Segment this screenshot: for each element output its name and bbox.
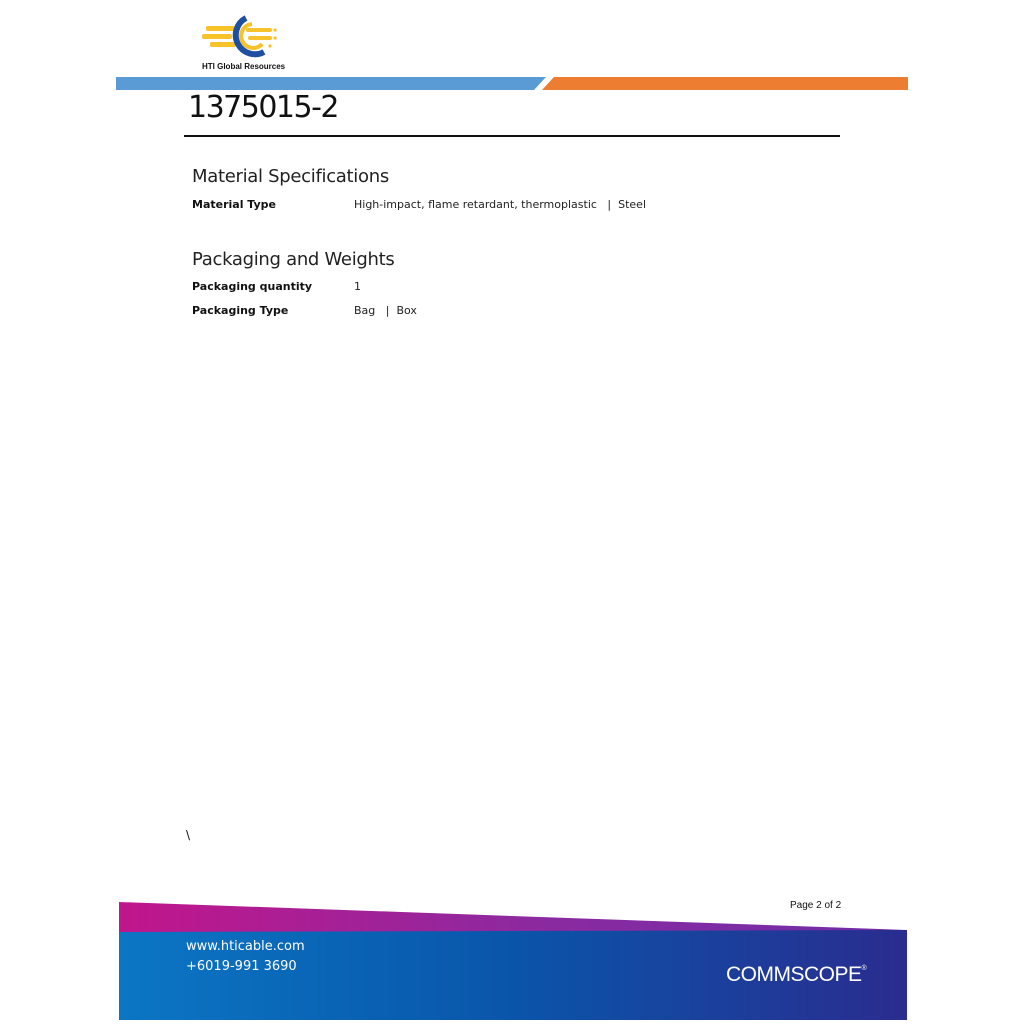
header-bar-orange (542, 77, 908, 90)
section-title-packaging: Packaging and Weights (192, 249, 395, 270)
spec-row-material-type (192, 198, 792, 214)
header-bar-blue (116, 77, 546, 90)
header-color-bar (116, 77, 908, 90)
commscope-logo (726, 963, 866, 987)
footer-website: www.hticable.com (186, 939, 305, 954)
spec-value: Bag | Box (354, 304, 417, 317)
stray-mark: \ (186, 828, 191, 842)
spec-row-packaging-type (192, 304, 792, 320)
spec-label: Packaging quantity (192, 280, 313, 293)
logo-text: HTI Global Resources (202, 62, 286, 71)
hti-logo-icon (202, 14, 282, 62)
page-number: Page 2 of 2 (790, 900, 842, 911)
trademark-mark: ® (861, 965, 867, 972)
company-logo (196, 12, 296, 74)
title-divider (184, 135, 840, 137)
spec-value: 1 (354, 280, 361, 293)
spec-row-packaging-quantity (192, 280, 792, 296)
spec-value: High-impact, flame retardant, thermoplastic | Steel (354, 198, 647, 211)
footer-phone: +6019-991 3690 (186, 959, 297, 974)
section-title-material: Material Specifications (192, 166, 389, 187)
spec-label: Packaging Type (192, 304, 289, 317)
spec-label: Material Type (192, 198, 277, 211)
brand-name: COMMSCOPE (726, 963, 862, 986)
footer-banner (119, 902, 907, 1020)
part-number-title: 1375015-2 (188, 90, 339, 125)
